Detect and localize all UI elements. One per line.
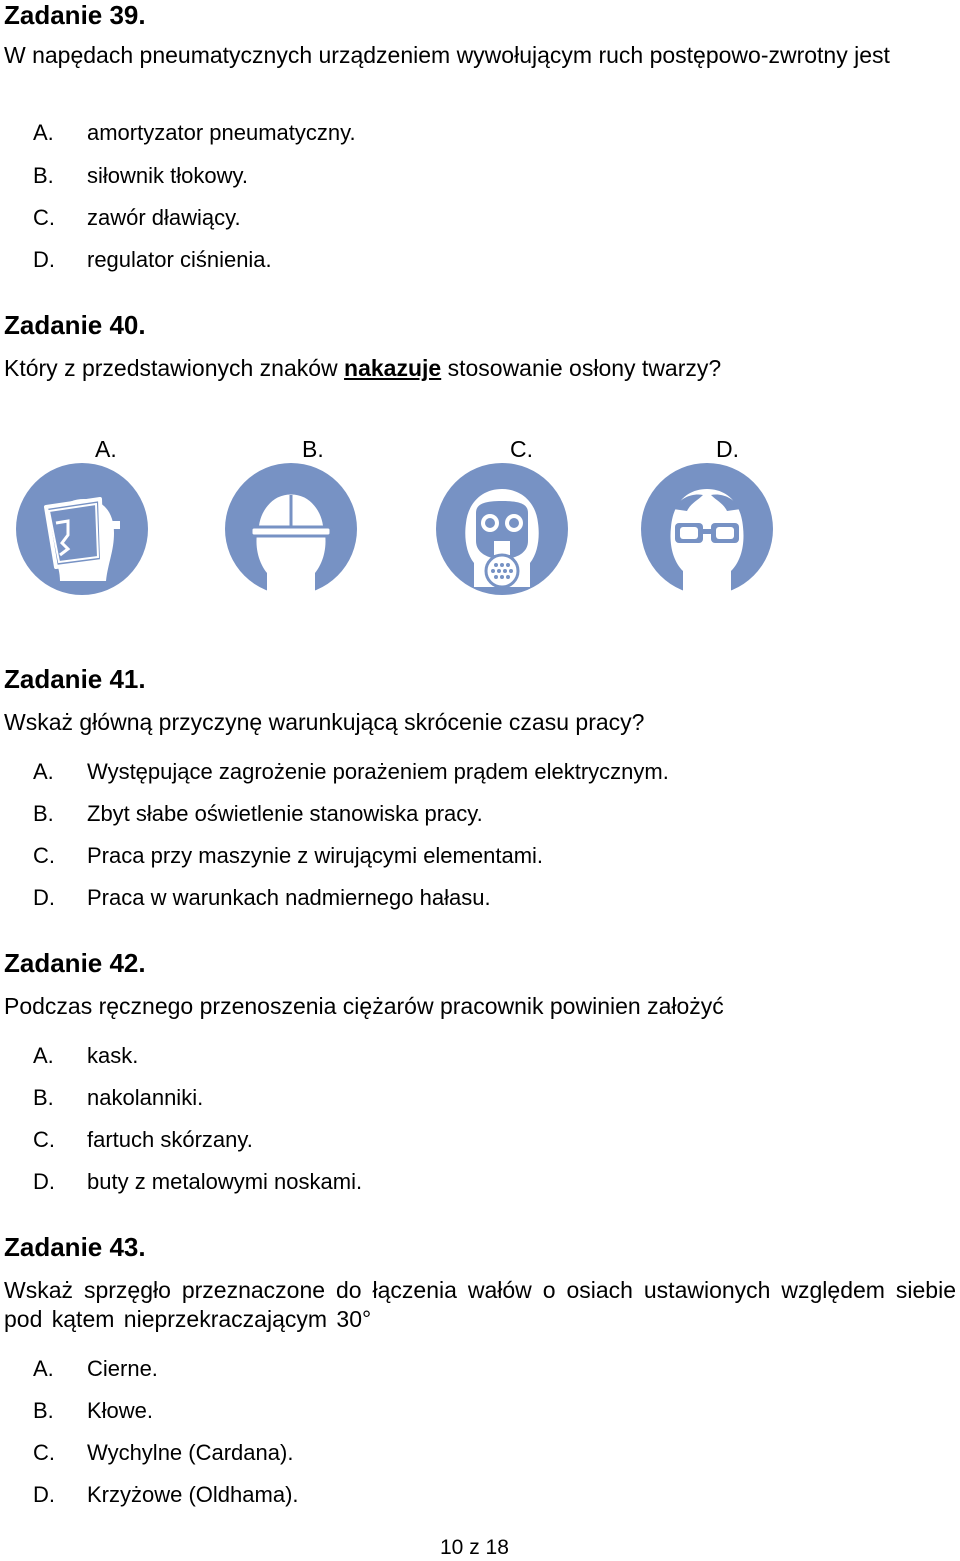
option-letter: B. (33, 1085, 54, 1110)
page-number: 10 z 18 (440, 1536, 509, 1559)
option-letter: B. (33, 801, 54, 826)
hard-hat-icon (225, 463, 357, 595)
task-43-title: Zadanie 43. (4, 1232, 146, 1262)
option-text: buty z metalowymi noskami. (87, 1169, 363, 1194)
option-letter: C. (33, 843, 55, 868)
option-letter: A. (33, 1043, 54, 1068)
option-letter: D. (33, 1482, 55, 1507)
task-43-question: Wskaż sprzęgło przeznaczone do łączenia wałów o osiach ustawionych względem siebie pod kątem nieprzekraczającym 30° (4, 1277, 956, 1332)
option-text: nakolanniki. (87, 1085, 204, 1110)
option-text: regulator ciśnienia. (87, 247, 272, 272)
option-letter: A. (33, 1356, 54, 1381)
option-text: Zbyt słabe oświetlenie stanowiska pracy. (87, 801, 483, 826)
task-41-question: Wskaż główną przyczynę warunkującą skrócenie czasu pracy? (4, 709, 645, 735)
option-letter: D. (33, 1169, 55, 1194)
option-text: Kłowe. (87, 1398, 154, 1423)
option-letter: D. (33, 885, 55, 910)
face-shield-icon (16, 463, 148, 595)
option-text: zawór dławiący. (87, 205, 241, 230)
task-42-title: Zadanie 42. (4, 948, 146, 978)
task-42-question: Podczas ręcznego przenoszenia ciężarów pracownik powinien założyć (4, 993, 724, 1019)
option-text: Cierne. (87, 1356, 158, 1381)
option-letter: B. (33, 163, 54, 188)
option-text: Krzyżowe (Oldhama). (87, 1482, 299, 1507)
option-letter: C. (33, 1440, 55, 1465)
option-letter: A. (33, 120, 54, 145)
task-41-title: Zadanie 41. (4, 664, 146, 694)
task-39-title: Zadanie 39. (4, 0, 146, 30)
sign-letter-a: A. (95, 436, 117, 462)
option-text: Występujące zagrożenie porażeniem prądem elektrycznym. (87, 759, 669, 784)
task-40-title: Zadanie 40. (4, 310, 146, 340)
task-40-question (4, 354, 721, 383)
option-text: Praca przy maszynie z wirującymi elementami. (87, 843, 544, 868)
option-text: Wychylne (Cardana). (87, 1440, 294, 1465)
option-text: amortyzator pneumatyczny. (87, 120, 356, 145)
safety-goggles-icon (641, 463, 773, 595)
option-letter: D. (33, 247, 55, 272)
option-text: Praca w warunkach nadmiernego hałasu. (87, 885, 491, 910)
sign-letter-d: D. (716, 436, 739, 462)
option-text: kask. (87, 1043, 139, 1068)
sign-letter-b: B. (302, 436, 324, 462)
option-letter: C. (33, 1127, 55, 1152)
question-part: stosowanie osłony twarzy? (441, 355, 722, 381)
option-letter: A. (33, 759, 54, 784)
option-text: fartuch skórzany. (87, 1127, 253, 1152)
option-letter: B. (33, 1398, 54, 1423)
question-emphasis: nakazuje (344, 355, 442, 381)
option-letter: C. (33, 205, 55, 230)
question-part: Który z przedstawionych znaków (4, 355, 345, 381)
option-text: siłownik tłokowy. (87, 163, 248, 188)
task-39-question: W napędach pneumatycznych urządzeniem wywołującym ruch postępowo-zwrotny jest (4, 42, 890, 68)
sign-letter-c: C. (510, 436, 533, 462)
gas-mask-icon (436, 463, 568, 595)
